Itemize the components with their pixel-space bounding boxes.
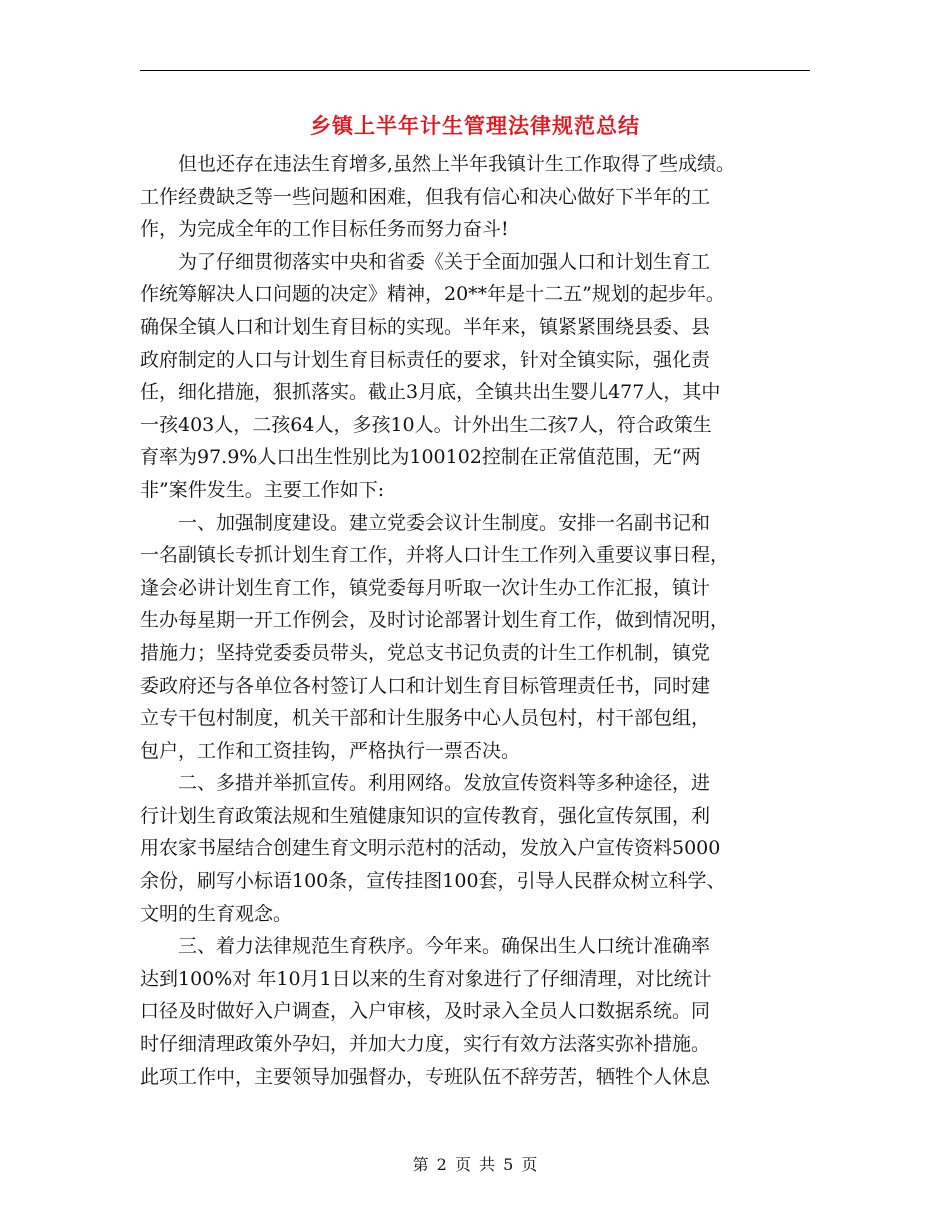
text-line: 生办每星期一开工作例会，及时讨论部署计划生育工作，做到情况明， bbox=[140, 609, 730, 632]
text-line: 三、着力法律规范生育秩序。今年来。确保出生人口统计准确率 bbox=[140, 935, 711, 958]
text-line: 包户，工作和工资挂钩，严格执行一票否决。 bbox=[140, 739, 521, 762]
text-line: 余份，刷写小标语100条，宣传挂图100套，引导人民群众树立科学、 bbox=[140, 870, 726, 893]
text-line: 文明的生育观念。 bbox=[140, 902, 293, 925]
paragraph-3 bbox=[140, 507, 820, 768]
paragraph-4 bbox=[140, 767, 820, 930]
text-line: 育率为97.9%人口出生性别比为100102控制在正常值范围，无“两 bbox=[140, 446, 701, 469]
text-line: 时仔细清理政策外孕妇，并加大力度，实行有效方法落实弥补措施。 bbox=[140, 1033, 711, 1056]
document-title: 乡镇上半年计生管理法律规范总结 bbox=[310, 113, 640, 138]
text-line: 用农家书屋结合创建生育文明示范村的活动，发放入户宣传资料5000 bbox=[140, 837, 721, 860]
text-line: 确保全镇人口和计划生育目标的实现。半年来，镇紧紧围绕县委、县 bbox=[140, 315, 711, 338]
text-line: 政府制定的人口与计划生育目标责任的要求，针对全镇实际，强化责 bbox=[140, 348, 711, 371]
text-line: 一名副镇长专抓计划生育工作，并将人口计生工作列入重要议事日程， bbox=[140, 544, 730, 567]
text-line: 立专干包村制度，机关干部和计生服务中心人员包村，村干部包组， bbox=[140, 707, 711, 730]
text-line: 工作经费缺乏等一些问题和困难，但我有信心和决心做好下半年的工 bbox=[140, 185, 711, 208]
document-body bbox=[140, 148, 820, 1093]
text-line: 但也还存在违法生育增多,虽然上半年我镇计生工作取得了些成绩。 bbox=[140, 153, 736, 175]
paragraph-5 bbox=[140, 930, 820, 1093]
text-line: 达到100%对 年10月1日以来的生育对象进行了仔细清理，对比统计 bbox=[140, 967, 712, 990]
paragraph-1 bbox=[140, 148, 820, 246]
page-number-footer: 第 2 页 共 5 页 bbox=[412, 1155, 538, 1174]
paragraph-2 bbox=[140, 246, 820, 507]
text-line: 措施力；坚持党委委员带头，党总支书记负责的计生工作机制，镇党 bbox=[140, 641, 711, 664]
text-line: 委政府还与各单位各村签订人口和计划生育目标管理责任书，同时建 bbox=[140, 674, 711, 697]
text-line: 作统筹解决人口问题的决定》精神，20**年是十二五”规划的起步年。 bbox=[140, 283, 725, 306]
text-line: 行计划生育政策法规和生殖健康知识的宣传教育，强化宣传氛围，利 bbox=[140, 804, 711, 827]
header-rule bbox=[140, 70, 810, 71]
text-line: 作，为完成全年的工作目标任务而努力奋斗! bbox=[140, 218, 509, 241]
text-line: 此项工作中，主要领导加强督办，专班队伍不辞劳苦，牺牲个人休息 bbox=[140, 1065, 711, 1088]
text-line: 逢会必讲计划生育工作，镇党委每月听取一次计生办工作汇报，镇计 bbox=[140, 576, 711, 599]
text-line: 口径及时做好入户调查，入户审核，及时录入全员人口数据系统。同 bbox=[140, 1000, 711, 1023]
text-line: 非”案件发生。主要工作如下: bbox=[140, 478, 385, 501]
text-line: 一孩403人，二孩64人，多孩10人。计外出生二孩7人，符合政策生 bbox=[140, 413, 712, 436]
text-line: 二、多措并举抓宣传。利用网络。发放宣传资料等多种途径，进 bbox=[140, 772, 711, 795]
text-line: 一、加强制度建设。建立党委会议计生制度。安排一名副书记和 bbox=[140, 511, 711, 534]
text-line: 任，细化措施，狠抓落实。截止3月底，全镇共出生婴儿477人，其中 bbox=[140, 381, 721, 404]
text-line: 为了仔细贯彻落实中央和省委《关于全面加强人口和计划生育工 bbox=[140, 250, 711, 273]
